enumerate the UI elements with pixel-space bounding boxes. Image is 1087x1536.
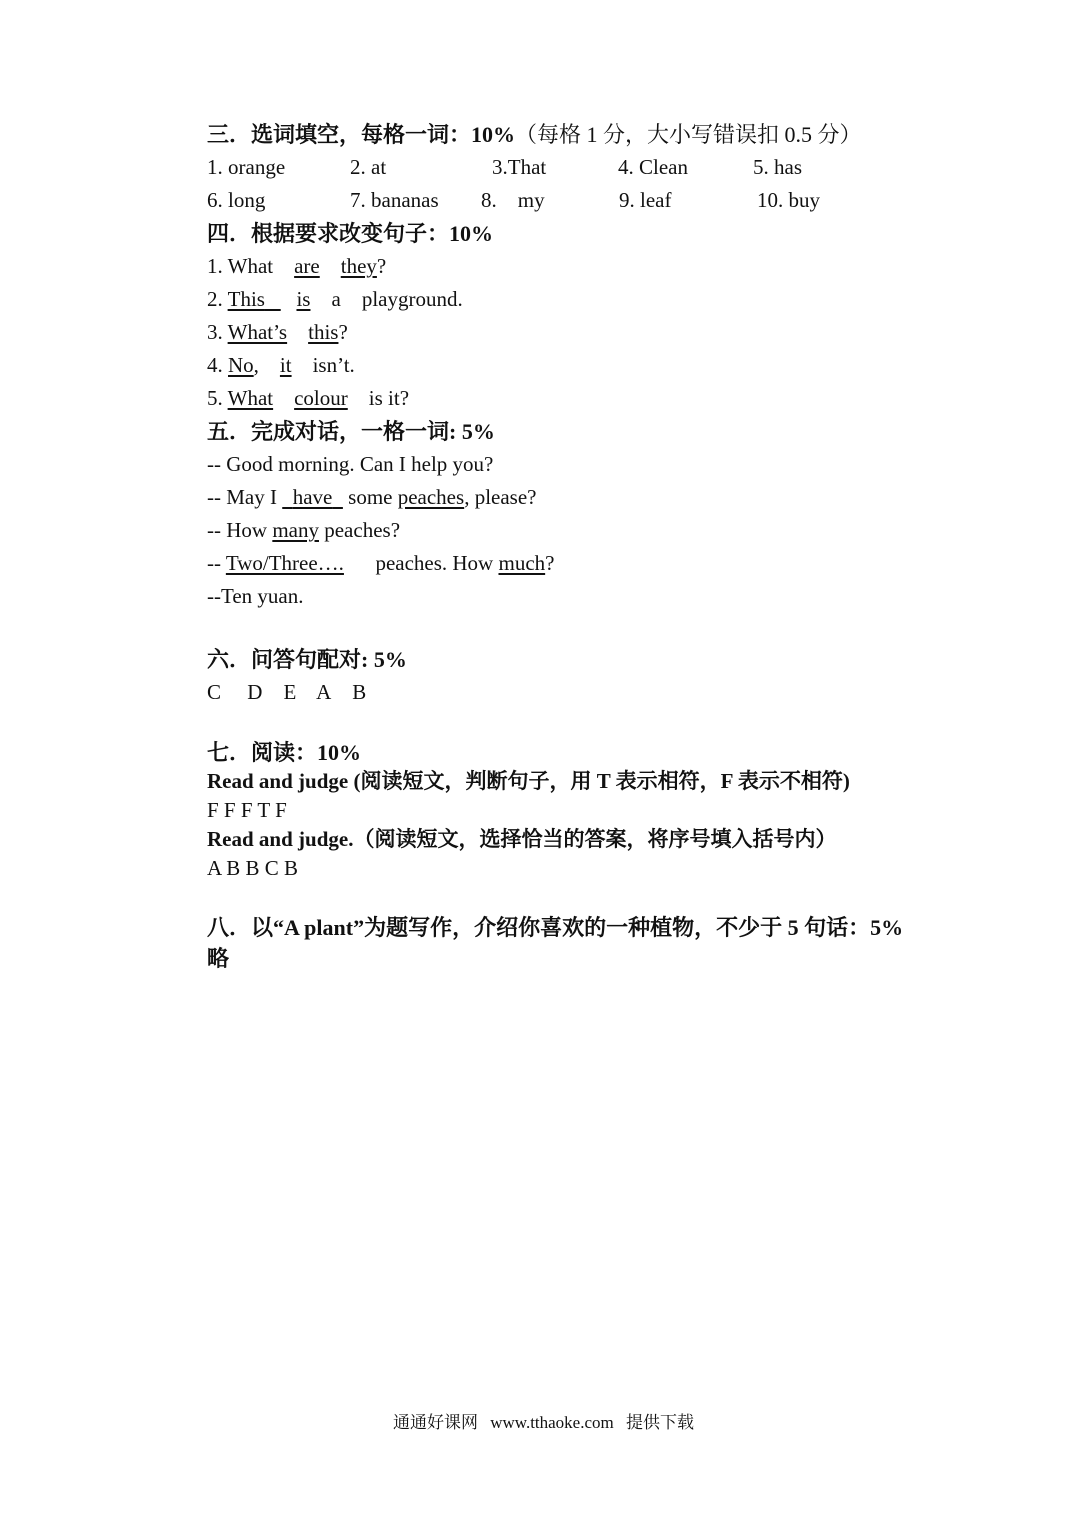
word: isn’t. bbox=[312, 353, 355, 377]
answer-item: 3.That bbox=[492, 155, 547, 179]
section-6-heading: 六．问答句配对: 5% bbox=[207, 647, 407, 672]
dialogue-line-5: --Ten yuan. bbox=[207, 584, 304, 608]
underlined-word: much bbox=[498, 551, 546, 575]
word: a bbox=[331, 287, 341, 311]
answer-item: 4. Clean bbox=[618, 155, 688, 179]
answer-letter: E bbox=[283, 680, 297, 704]
dialogue-line-4: -- Two/Three…. peaches. How much? bbox=[207, 551, 555, 575]
section-6-answers bbox=[207, 676, 1027, 709]
reading-part-1-title: Read and judge (阅读短文，判断句子，用 T 表示相符，F 表示不相符) bbox=[207, 769, 850, 793]
sentence-4: 4. No, it isn’t. bbox=[207, 353, 355, 377]
section-8-answer: 略 bbox=[207, 946, 230, 971]
section-7-heading: 七．阅读：10% bbox=[207, 740, 362, 765]
answer-letter: C bbox=[207, 680, 222, 704]
underlined-word: they bbox=[340, 254, 377, 278]
reading-part-2-answers: A B B C B bbox=[207, 856, 299, 880]
word: playground. bbox=[361, 287, 463, 311]
dialogue-line-2: -- May I have some peaches, please? bbox=[207, 485, 537, 509]
footer-site-name: 通通好课网 bbox=[392, 1413, 478, 1432]
section-3-heading bbox=[207, 118, 1027, 151]
sentence-5: 5. What colour is it? bbox=[207, 386, 410, 410]
underlined-word: Two/Three…. bbox=[225, 551, 344, 575]
underlined-word: it bbox=[279, 353, 292, 377]
answer-item: 1. orange bbox=[207, 155, 286, 179]
page-footer bbox=[0, 1408, 1087, 1433]
answer-item: 6. long bbox=[207, 188, 266, 212]
underlined-word: This bbox=[227, 287, 265, 311]
underlined-word: colour bbox=[294, 386, 348, 410]
underlined-word: No bbox=[228, 353, 254, 377]
fill-blank: have bbox=[292, 485, 333, 509]
underlined-word: peaches bbox=[397, 485, 465, 509]
dialogue-line-1: -- Good morning. Can I help you? bbox=[207, 452, 494, 476]
answer-item: 2. at bbox=[350, 155, 387, 179]
underlined-word: are bbox=[294, 254, 320, 278]
answer-item: 7. bananas bbox=[350, 188, 439, 212]
section-5-heading: 五．完成对话，一格一词: 5% bbox=[207, 419, 495, 444]
answer-item: 5. has bbox=[753, 155, 802, 179]
section-3-row-2 bbox=[207, 184, 1027, 217]
section-3-note: （每格 1 分，大小写错误扣 0.5 分） bbox=[515, 122, 862, 147]
section-4-heading: 四．根据要求改变句子：10% bbox=[207, 221, 494, 246]
answer-letter: B bbox=[352, 680, 367, 704]
section-3-row-1 bbox=[207, 151, 1027, 184]
underlined-word: What’s bbox=[227, 320, 288, 344]
underlined-word: many bbox=[272, 518, 319, 542]
answer-item: 9. leaf bbox=[619, 188, 672, 212]
sentence-3: 3. What’s this? bbox=[207, 320, 348, 344]
sentence-1: 1. What are they? bbox=[207, 254, 387, 278]
word: What bbox=[227, 254, 274, 278]
answer-key bbox=[207, 118, 1027, 974]
reading-part-1-answers: F F F T F bbox=[207, 798, 287, 822]
section-3-title: 三．选词填空，每格一词：10% bbox=[207, 122, 516, 147]
underlined-word: What bbox=[227, 386, 274, 410]
footer-action: 提供下载 bbox=[626, 1413, 695, 1432]
answer-letter: D bbox=[247, 680, 263, 704]
section-8-heading: 八．以“A plant”为题写作，介绍你喜欢的一种植物，不少于 5 句话：5% bbox=[207, 915, 904, 940]
footer-url[interactable]: www.tthaoke.com bbox=[490, 1413, 614, 1432]
word: is it? bbox=[368, 386, 410, 410]
reading-part-2-title: Read and judge.（阅读短文，选择恰当的答案，将序号填入括号内） bbox=[207, 827, 837, 851]
answer-item: 8. my bbox=[481, 188, 545, 212]
underlined-word: is bbox=[296, 287, 311, 311]
dialogue-line-3: -- How many peaches? bbox=[207, 518, 401, 542]
underlined-word: this bbox=[308, 320, 339, 344]
answer-item: 10. buy bbox=[757, 188, 820, 212]
sentence-2: 2. This is a playground. bbox=[207, 287, 463, 311]
answer-letter: A bbox=[316, 680, 332, 704]
